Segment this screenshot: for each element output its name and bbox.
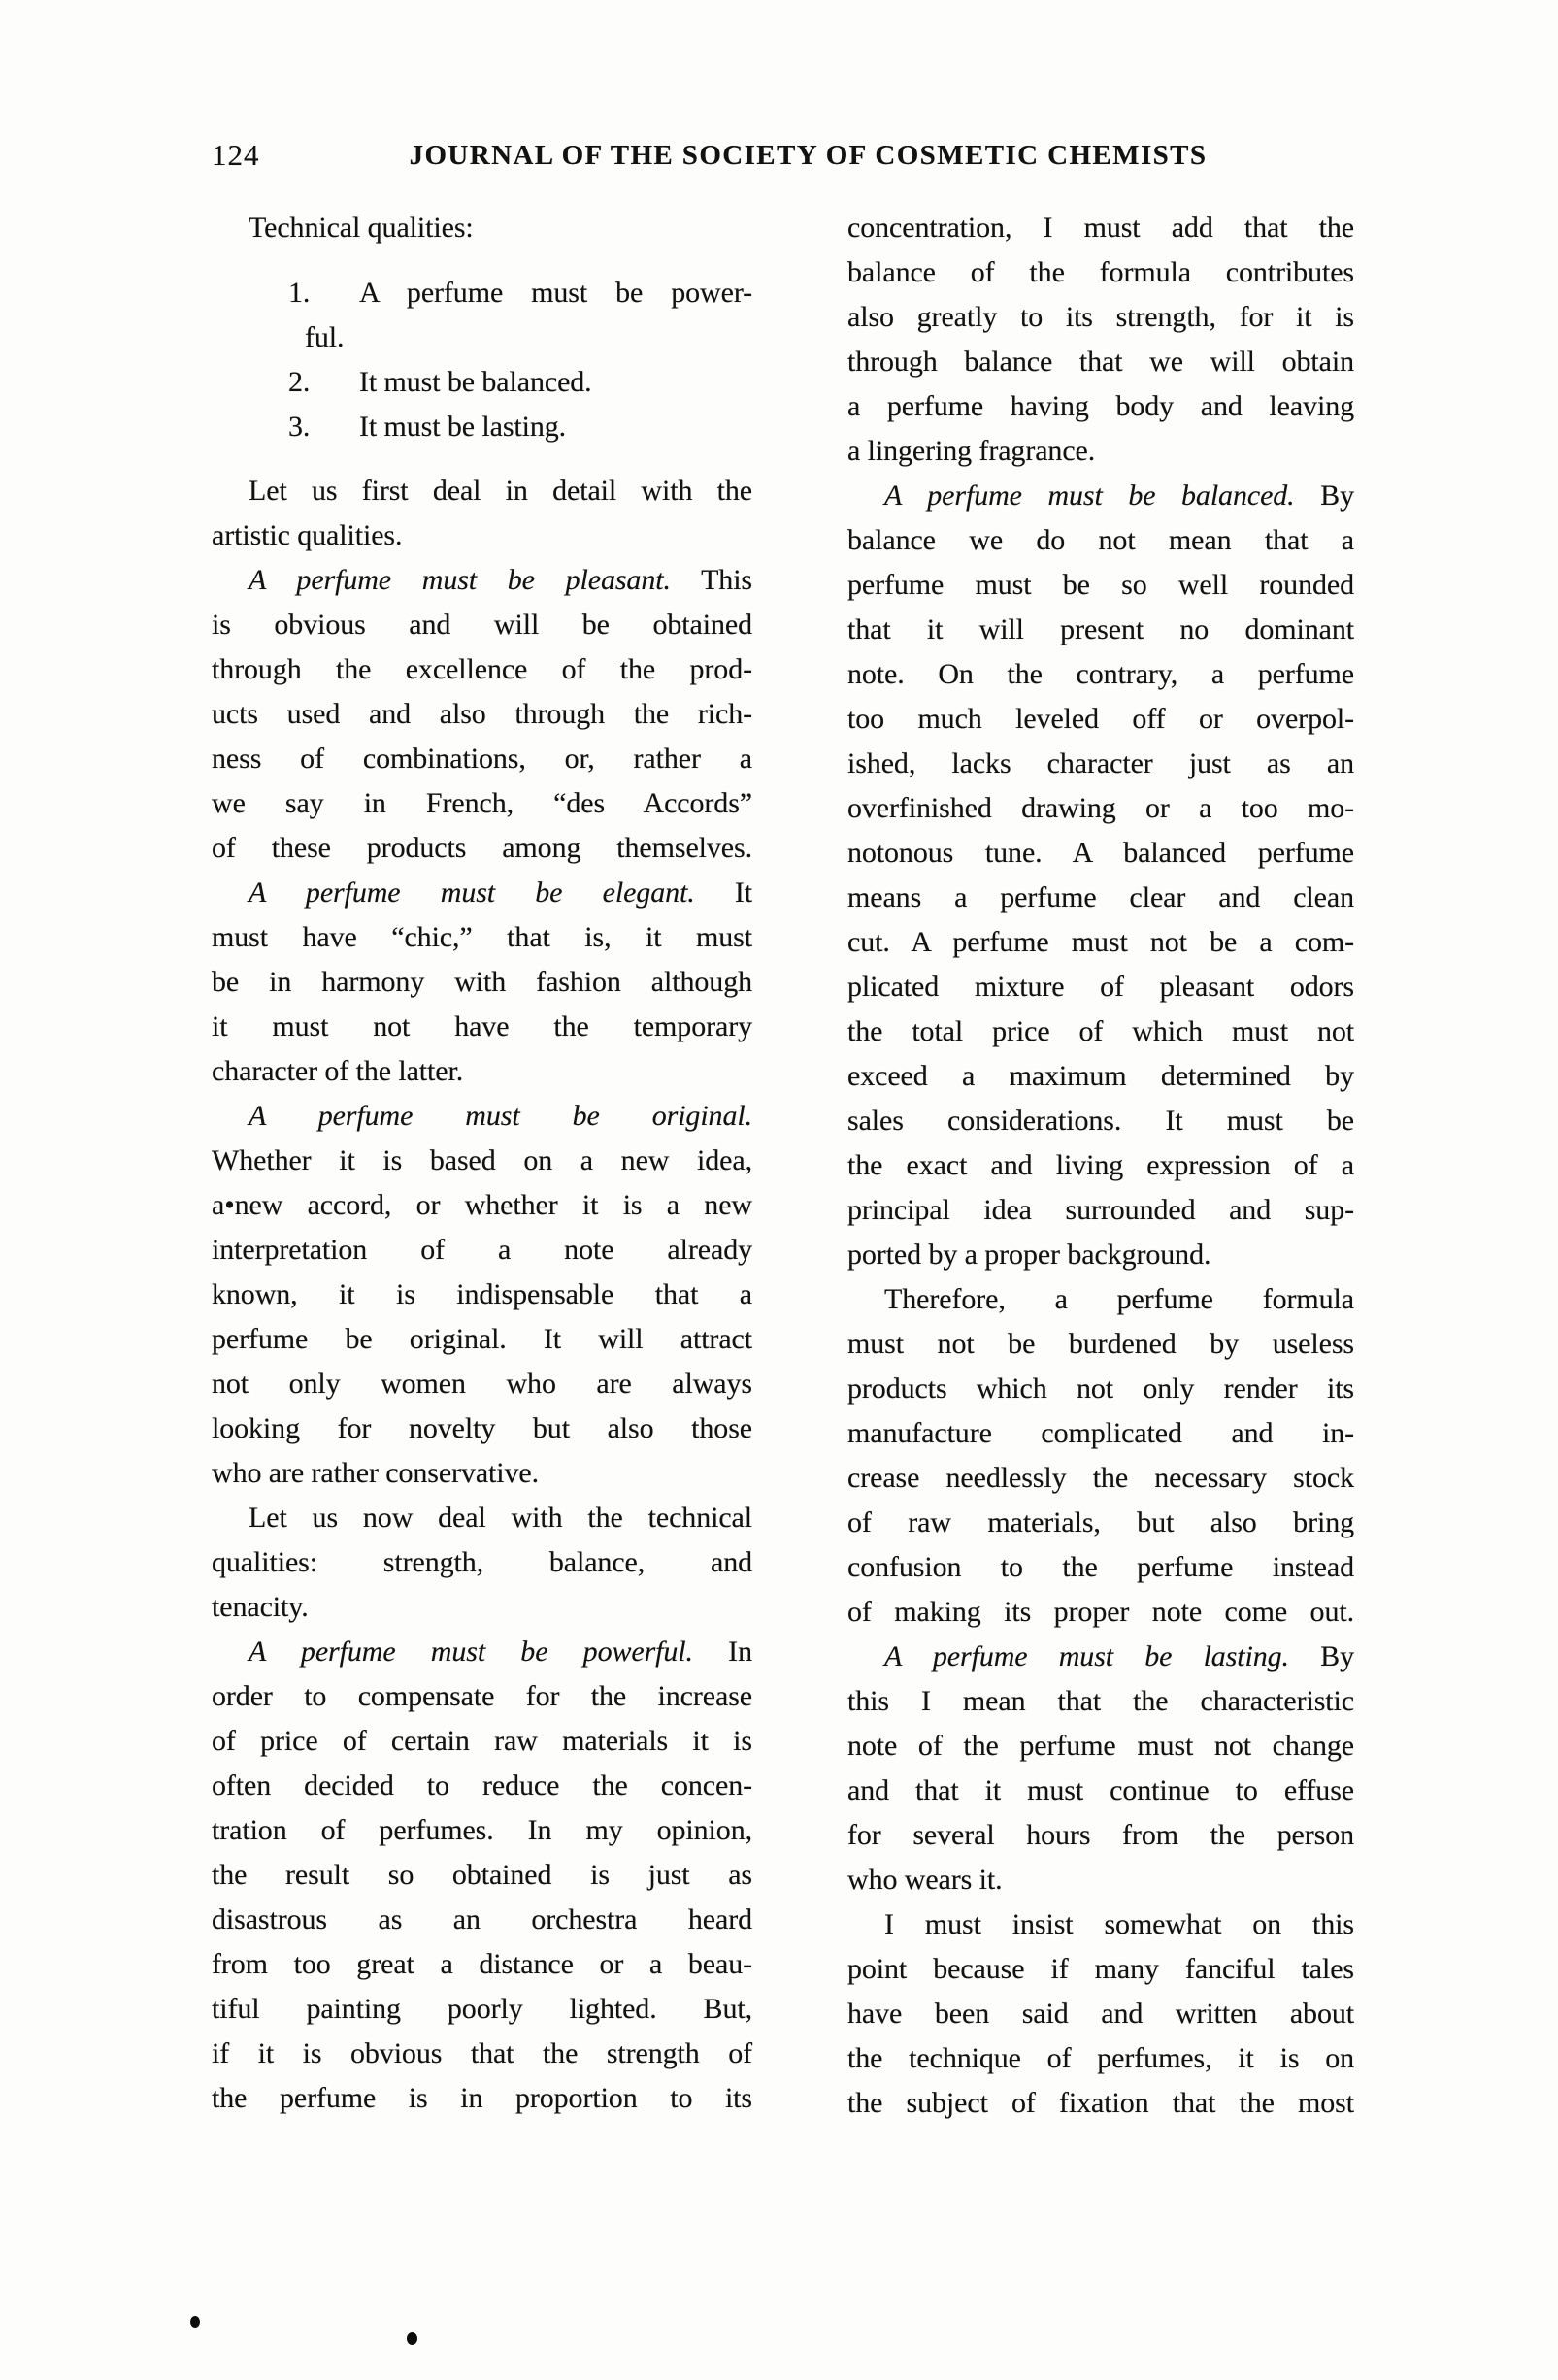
text-line <box>847 1322 1354 1367</box>
text-segment: often decided to reduce the concen- <box>212 1769 752 1802</box>
text-segment: interpretation of a note already <box>212 1234 752 1266</box>
text-line <box>212 1228 752 1273</box>
text-line <box>212 1317 752 1362</box>
text-segment: principal idea surrounded and sup- <box>847 1194 1354 1226</box>
text-line <box>847 1277 1354 1322</box>
text-line <box>847 384 1354 429</box>
text-line <box>212 1987 752 2032</box>
text-line <box>212 1853 752 1898</box>
journal-title: JOURNAL OF THE SOCIETY OF COSMETIC CHEMISTS <box>409 140 1208 171</box>
text-segment: Whether it is based on a new idea, <box>212 1144 752 1176</box>
text-segment: who are rather conservative. <box>212 1457 540 1489</box>
text-segment: cut. A perfume must not be a com- <box>847 926 1354 958</box>
text-segment: overfinished drawing or a too mo- <box>847 792 1354 824</box>
text-segment: the technique of perfumes, it is on <box>847 2042 1354 2074</box>
text-line <box>847 1456 1354 1501</box>
text-line <box>212 1005 752 1049</box>
text-line <box>847 1411 1354 1456</box>
text-segment: have been said and written about <box>847 1998 1354 2030</box>
text-segment: that it will present no dominant <box>847 613 1354 645</box>
text-line <box>212 1049 752 1094</box>
text-segment: too much leveled off or overpol- <box>847 703 1354 735</box>
text-segment: ucts used and also through the rich- <box>212 698 752 730</box>
text-line <box>847 831 1354 876</box>
text-segment: By <box>1288 1640 1354 1672</box>
text-line <box>212 871 752 915</box>
text-segment: is obvious and will be obtained <box>212 609 752 641</box>
text-segment: of price of certain raw materials it is <box>212 1725 752 1757</box>
text-line <box>847 1143 1354 1188</box>
list-item-line <box>212 360 752 405</box>
text-line <box>847 1724 1354 1768</box>
text-line <box>847 1188 1354 1233</box>
text-line <box>847 742 1354 786</box>
text-line <box>212 1362 752 1406</box>
text-line <box>212 1585 752 1630</box>
text-segment: of these products among themselves. <box>212 832 752 864</box>
text-line <box>212 1540 752 1585</box>
text-segment: Therefore, a perfume formula <box>884 1283 1354 1315</box>
text-line <box>847 786 1354 831</box>
text-line <box>847 2036 1354 2081</box>
text-segment: point because if many fanciful tales <box>847 1953 1354 1985</box>
italic-phrase: A perfume must be original. <box>249 1100 752 1132</box>
text-segment: perfume must be so well rounded <box>847 569 1354 601</box>
text-line <box>212 737 752 781</box>
list-number: 2. <box>288 366 311 398</box>
text-segment: note of the perfume must not change <box>847 1730 1354 1762</box>
text-line <box>847 295 1354 340</box>
text-line <box>847 652 1354 697</box>
text-line <box>847 1947 1354 1992</box>
text-segment: and that it must continue to effuse <box>847 1774 1354 1806</box>
text-segment: ported by a proper background. <box>847 1239 1211 1271</box>
text-line <box>212 1273 752 1317</box>
text-segment: disastrous as an orchestra heard <box>212 1903 752 1935</box>
text-segment: tiful painting poorly lighted. But, <box>212 1993 752 2025</box>
text-segment: not only women who are always <box>212 1368 752 1400</box>
text-line <box>847 250 1354 295</box>
text-segment: the result so obtained is just as <box>212 1859 752 1891</box>
text-line <box>847 697 1354 742</box>
text-segment: exceed a maximum determined by <box>847 1060 1354 1092</box>
text-segment: through balance that we will obtain <box>847 346 1354 378</box>
italic-phrase: A perfume must be pleasant. <box>249 564 671 596</box>
text-segment: a•new accord, or whether it is a new <box>212 1189 752 1221</box>
text-line <box>847 1054 1354 1099</box>
text-segment: crease needlessly the necessary stock <box>847 1462 1354 1494</box>
text-segment: from too great a distance or a beau- <box>212 1948 752 1980</box>
section-heading <box>212 206 752 250</box>
text-segment: confusion to the perfume instead <box>847 1551 1354 1583</box>
text-line <box>212 1139 752 1183</box>
text-line <box>847 920 1354 965</box>
text-segment: if it is obvious that the strength of <box>212 2037 752 2069</box>
text-segment: ness of combinations, or, rather a <box>212 743 752 775</box>
text-line <box>847 1635 1354 1679</box>
text-line <box>847 965 1354 1009</box>
text-segment: order to compensate for the increase <box>212 1680 752 1712</box>
text-segment: Let us first deal in detail with the <box>249 475 752 507</box>
text-line <box>847 1233 1354 1277</box>
text-segment: qualities: strength, balance, and <box>212 1546 752 1578</box>
text-segment: I must insist somewhat on this <box>884 1908 1354 1940</box>
text-line <box>847 1009 1354 1054</box>
list-item-line <box>212 405 752 449</box>
text-segment: products which not only render its <box>847 1372 1354 1405</box>
text-line <box>847 1992 1354 2036</box>
list-item-line <box>212 271 752 315</box>
text-line <box>212 513 752 558</box>
text-segment: this I mean that the characteristic <box>847 1685 1354 1717</box>
text-segment: It <box>694 876 753 909</box>
text-segment: must not be burdened by useless <box>847 1328 1354 1360</box>
text-line <box>847 876 1354 920</box>
text-segment: who wears it. <box>847 1864 1003 1896</box>
text-segment: character of the latter. <box>212 1055 464 1087</box>
text-line <box>847 1813 1354 1858</box>
text-line <box>847 340 1354 384</box>
text-line <box>847 1590 1354 1635</box>
text-segment: a perfume having body and leaving <box>847 390 1354 422</box>
page-header <box>0 136 1558 179</box>
text-segment: be in harmony with fashion although <box>212 966 752 998</box>
text-segment: the subject of fixation that the most <box>847 2087 1354 2119</box>
text-segment: perfume be original. It will attract <box>212 1323 752 1355</box>
text-segment: ished, lacks character just as an <box>847 747 1354 779</box>
text-segment: means a perfume clear and clean <box>847 881 1354 913</box>
text-line <box>212 960 752 1005</box>
text-line <box>847 1679 1354 1724</box>
text-line <box>847 1367 1354 1411</box>
text-line <box>847 429 1354 474</box>
text-segment: a lingering fragrance. <box>847 435 1096 467</box>
text-line <box>212 1496 752 1540</box>
text-segment: Technical qualities: <box>249 212 474 244</box>
text-line <box>212 781 752 826</box>
text-segment: balance of the formula contributes <box>847 256 1354 288</box>
text-segment: manufacture complicated and in- <box>847 1417 1354 1449</box>
text-line <box>212 1719 752 1764</box>
text-segment: also greatly to its strength, for it is <box>847 301 1354 333</box>
text-segment: balance we do not mean that a <box>847 524 1354 556</box>
text-line <box>212 1183 752 1228</box>
italic-phrase: A perfume must be lasting. <box>884 1640 1289 1672</box>
text-line <box>847 1858 1354 1902</box>
text-line <box>212 603 752 647</box>
text-line <box>212 1674 752 1719</box>
text-line <box>847 608 1354 652</box>
text-line <box>212 1764 752 1808</box>
text-segment: of making its proper note come out. <box>847 1596 1354 1628</box>
text-segment: By <box>1294 479 1354 512</box>
right-column <box>847 206 1354 2126</box>
ink-speck <box>190 2316 200 2328</box>
left-column <box>212 206 752 2121</box>
text-segment: plicated mixture of pleasant odors <box>847 971 1354 1003</box>
italic-phrase: A perfume must be balanced. <box>884 479 1295 512</box>
text-segment: we say in French, “des Accords” <box>212 787 752 819</box>
text-line <box>847 2081 1354 2126</box>
text-segment: known, it is indispensable that a <box>212 1278 752 1310</box>
list-number: 3. <box>288 411 311 443</box>
list-item-line <box>212 315 752 360</box>
text-segment: notonous tune. A balanced perfume <box>847 837 1354 869</box>
text-line <box>847 1501 1354 1545</box>
text-segment: artistic qualities. <box>212 519 403 551</box>
text-segment: A perfume must be power- <box>359 277 752 309</box>
text-line <box>847 206 1354 250</box>
text-line <box>847 1099 1354 1143</box>
text-line <box>212 692 752 737</box>
text-segment: tenacity. <box>212 1591 309 1623</box>
text-line <box>212 915 752 960</box>
text-segment: the total price of which must not <box>847 1015 1354 1047</box>
text-line <box>212 647 752 692</box>
text-line <box>212 2076 752 2121</box>
text-line <box>212 826 752 871</box>
text-segment: concentration, I must add that the <box>847 212 1354 244</box>
text-segment: the exact and living expression of a <box>847 1149 1354 1181</box>
italic-phrase: A perfume must be powerful. <box>249 1636 693 1668</box>
text-segment: of raw materials, but also bring <box>847 1506 1354 1538</box>
text-line <box>212 1094 752 1139</box>
text-segment: ful. <box>305 321 345 353</box>
text-line <box>212 2032 752 2076</box>
text-segment: In <box>692 1636 752 1668</box>
text-segment: for several hours from the person <box>847 1819 1354 1851</box>
text-line <box>212 1808 752 1853</box>
text-line <box>847 1768 1354 1813</box>
text-line <box>212 1630 752 1674</box>
text-line <box>212 1898 752 1942</box>
text-segment: the perfume is in proportion to its <box>212 2082 752 2114</box>
text-line <box>847 474 1354 518</box>
italic-phrase: A perfume must be elegant. <box>249 876 695 909</box>
text-line <box>212 1451 752 1496</box>
text-line <box>212 558 752 603</box>
text-segment: sales considerations. It must be <box>847 1105 1354 1137</box>
text-line <box>847 1902 1354 1947</box>
text-segment: through the excellence of the prod- <box>212 653 752 685</box>
text-line <box>847 518 1354 563</box>
ink-speck <box>407 2332 417 2345</box>
text-line <box>212 1942 752 1987</box>
page-number: 124 <box>212 138 260 172</box>
list-number: 1. <box>288 277 311 309</box>
text-line <box>212 1406 752 1451</box>
text-segment: This <box>670 564 752 596</box>
text-line <box>847 563 1354 608</box>
text-segment: tration of perfumes. In my opinion, <box>212 1814 752 1846</box>
text-segment: must have “chic,” that is, it must <box>212 921 752 953</box>
text-line <box>847 1545 1354 1590</box>
text-segment: Let us now deal with the technical <box>249 1502 752 1534</box>
text-segment: It must be lasting. <box>359 411 567 443</box>
text-segment: note. On the contrary, a perfume <box>847 658 1354 690</box>
text-line <box>212 469 752 513</box>
text-segment: it must not have the temporary <box>212 1010 752 1042</box>
text-segment: looking for novelty but also those <box>212 1412 752 1444</box>
text-segment: It must be balanced. <box>359 366 592 398</box>
